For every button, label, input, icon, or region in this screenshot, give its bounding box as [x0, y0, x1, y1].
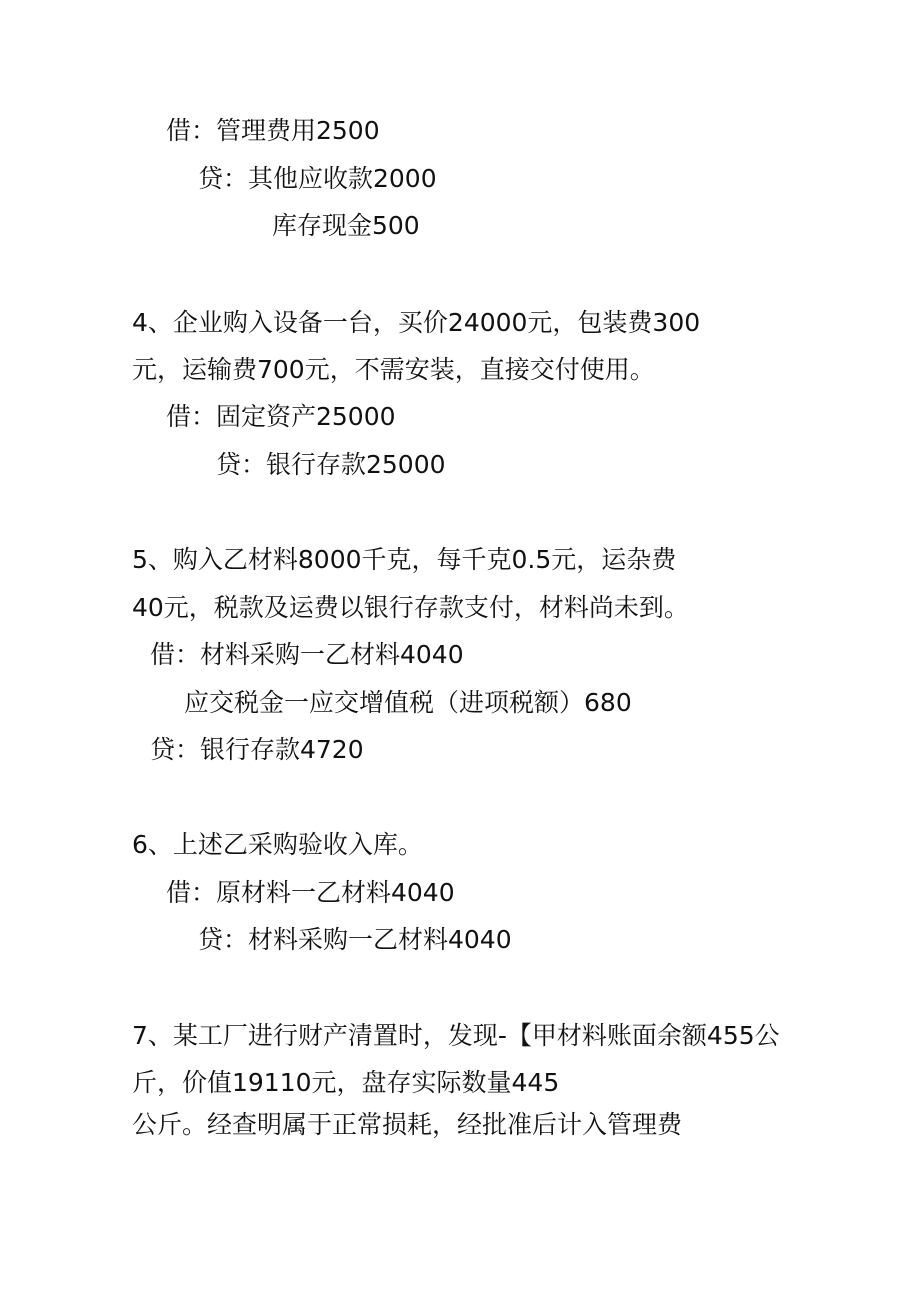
- entry-debit-fixed-assets: 借：固定资产25000: [166, 402, 396, 431]
- entry-credit-material-purchase: 贷：材料采购一乙材料4040: [198, 925, 512, 954]
- item-7-description-line-1: 7、某工厂进行财产清置时，发现-【甲材料账面余额455公: [132, 1021, 780, 1050]
- item-7-description-line-3: 公斤。经查明属于正常损耗，经批准后计入管理费: [132, 1110, 683, 1139]
- entry-debit-vat-input: 应交税金一应交增值税（进项税额）680: [184, 688, 632, 717]
- entry-debit-material-purchase: 借：材料采购一乙材料4040: [150, 640, 464, 669]
- item-5-description-line-2: 40元，税款及运费以银行存款支付，材料尚未到。: [132, 593, 689, 622]
- entry-debit-raw-materials: 借：原材料一乙材料4040: [166, 878, 455, 907]
- item-7-description-line-2: 斤，价值19110元，盘存实际数量445: [132, 1068, 560, 1097]
- item-5-description-line-1: 5、购入乙材料8000千克，每千克0.5元，运杂费: [132, 545, 677, 574]
- item-4-description-line-1: 4、企业购入设备一台，买价24000元，包装费300: [132, 308, 701, 337]
- item-6-description: 6、上述乙采购验收入库。: [132, 830, 423, 859]
- entry-credit-other-receivables: 贷：其他应收款2000: [198, 164, 437, 193]
- entry-credit-cash-on-hand: 库存现金500: [272, 211, 420, 240]
- entry-debit-management-expense: 借：管理费用2500: [166, 116, 380, 145]
- entry-credit-bank-deposit: 贷：银行存款25000: [216, 450, 446, 479]
- entry-credit-bank-deposit-2: 贷：银行存款4720: [150, 735, 364, 764]
- item-4-description-line-2: 元，运输费700元，不需安装，直接交付使用。: [132, 355, 655, 384]
